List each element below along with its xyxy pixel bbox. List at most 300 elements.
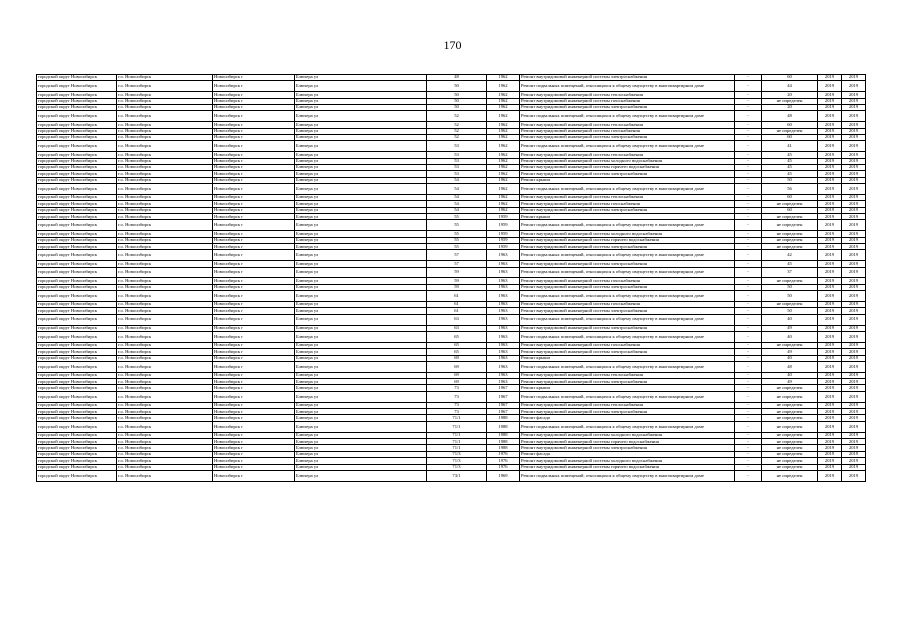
house-number-cell: 71/1 <box>427 415 487 421</box>
dash-cell: - <box>735 372 762 378</box>
house-number-cell: 50 <box>427 81 487 92</box>
work-type-cell: Ремонт внутридомовой инженерной системы электроснабжения <box>520 104 735 110</box>
house-number-cell: 69 <box>427 361 487 372</box>
work-type-cell: Ремонт внутридомовой инженерной системы газоснабжения <box>520 278 735 284</box>
build-year-cell: 1963 <box>487 379 520 385</box>
house-number-cell: 54 <box>427 201 487 207</box>
start-year-cell: 2019 <box>818 184 842 195</box>
work-type-cell: Ремонт внутридомовой инженерной системы газоснабжения <box>520 301 735 307</box>
build-year-cell: 1963 <box>487 284 520 290</box>
street-cell: Блюхера ул <box>295 451 427 457</box>
city-cell: Новосибирск г <box>213 111 295 122</box>
start-year-cell: 2019 <box>818 237 842 243</box>
work-type-cell: Ремонт внутридомовой инженерной системы горячего водоснабжения <box>520 439 735 445</box>
end-year-cell: 2019 <box>842 278 866 284</box>
build-year-cell: 1959 <box>487 244 520 250</box>
district-cell: городской округ Новосибирск <box>37 391 117 402</box>
build-year-cell: 1962 <box>487 177 520 183</box>
locality-cell: г.о. Новосибирск <box>117 81 213 92</box>
start-year-cell: 2019 <box>818 355 842 361</box>
district-cell: городской округ Новосибирск <box>37 291 117 302</box>
work-type-cell: Ремонт внутридомовой инженерной системы горячего водоснабжения <box>520 464 735 470</box>
street-cell: Блюхера ул <box>295 81 427 92</box>
dash-cell: - <box>735 92 762 98</box>
start-year-cell: 2019 <box>818 439 842 445</box>
city-cell: Новосибирск г <box>213 207 295 213</box>
house-number-cell: 63 <box>427 314 487 325</box>
district-cell: городской округ Новосибирск <box>37 284 117 290</box>
value-cell: 60 <box>762 122 818 128</box>
end-year-cell: 2019 <box>842 92 866 98</box>
city-cell: Новосибирск г <box>213 301 295 307</box>
locality-cell: г.о. Новосибирск <box>117 391 213 402</box>
end-year-cell: 2019 <box>842 75 866 81</box>
city-cell: Новосибирск г <box>213 432 295 438</box>
district-cell: городской округ Новосибирск <box>37 402 117 408</box>
start-year-cell: 2019 <box>818 244 842 250</box>
value-cell: 60 <box>762 207 818 213</box>
house-number-cell: 71/3 <box>427 451 487 457</box>
locality-cell: г.о. Новосибирск <box>117 134 213 140</box>
value-cell: 45 <box>762 171 818 177</box>
work-type-cell: Ремонт подвальных помещений, относящихся к общему имуществу в многоквартирном доме <box>520 267 735 278</box>
dash-cell: - <box>735 98 762 104</box>
end-year-cell: 2019 <box>842 349 866 355</box>
start-year-cell: 2019 <box>818 92 842 98</box>
city-cell: Новосибирск г <box>213 104 295 110</box>
dash-cell: - <box>735 385 762 391</box>
value-cell: не определен <box>762 128 818 134</box>
house-number-cell: 50 <box>427 92 487 98</box>
district-cell: городской округ Новосибирск <box>37 177 117 183</box>
locality-cell: г.о. Новосибирск <box>117 122 213 128</box>
house-number-cell: 52 <box>427 111 487 122</box>
locality-cell: г.о. Новосибирск <box>117 301 213 307</box>
start-year-cell: 2019 <box>818 291 842 302</box>
start-year-cell: 2019 <box>818 201 842 207</box>
city-cell: Новосибирск г <box>213 244 295 250</box>
street-cell: Блюхера ул <box>295 201 427 207</box>
street-cell: Блюхера ул <box>295 152 427 158</box>
build-year-cell: 1963 <box>487 278 520 284</box>
house-number-cell: 54 <box>427 194 487 200</box>
house-number-cell: 61 <box>427 308 487 314</box>
city-cell: Новосибирск г <box>213 171 295 177</box>
table-row <box>37 81 866 92</box>
build-year-cell: 1969 <box>487 470 520 481</box>
locality-cell: г.о. Новосибирск <box>117 141 213 152</box>
city-cell: Новосибирск г <box>213 164 295 170</box>
work-type-cell: Ремонт внутридомовой инженерной системы теплоснабжения <box>520 372 735 378</box>
table-row <box>37 291 866 302</box>
value-cell: не определен <box>762 214 818 220</box>
build-year-cell: 1988 <box>487 439 520 445</box>
house-number-cell: 73/1 <box>427 470 487 481</box>
work-type-cell: Ремонт подвальных помещений, относящихся к общему имуществу в многоквартирном доме <box>520 421 735 432</box>
dash-cell: - <box>735 451 762 457</box>
district-cell: городской округ Новосибирск <box>37 267 117 278</box>
dash-cell: - <box>735 415 762 421</box>
build-year-cell: 1963 <box>487 355 520 361</box>
district-cell: городской округ Новосибирск <box>37 421 117 432</box>
work-type-cell: Ремонт внутридомовой инженерной системы электроснабжения <box>520 308 735 314</box>
locality-cell: г.о. Новосибирск <box>117 75 213 81</box>
dash-cell: - <box>735 342 762 348</box>
house-number-cell: 55 <box>427 244 487 250</box>
end-year-cell: 2019 <box>842 152 866 158</box>
value-cell: 45 <box>762 261 818 267</box>
house-number-cell: 61 <box>427 301 487 307</box>
start-year-cell: 2019 <box>818 171 842 177</box>
dash-cell: - <box>735 250 762 261</box>
street-cell: Блюхера ул <box>295 207 427 213</box>
district-cell: городской округ Новосибирск <box>37 451 117 457</box>
house-number-cell: 53 <box>427 141 487 152</box>
dash-cell: - <box>735 134 762 140</box>
street-cell: Блюхера ул <box>295 111 427 122</box>
district-cell: городской округ Новосибирск <box>37 164 117 170</box>
street-cell: Блюхера ул <box>295 372 427 378</box>
start-year-cell: 2019 <box>818 470 842 481</box>
end-year-cell: 2019 <box>842 141 866 152</box>
table-row <box>37 250 866 261</box>
city-cell: Новосибирск г <box>213 98 295 104</box>
dash-cell: - <box>735 402 762 408</box>
value-cell: 44 <box>762 81 818 92</box>
street-cell: Блюхера ул <box>295 308 427 314</box>
street-cell: Блюхера ул <box>295 385 427 391</box>
start-year-cell: 2019 <box>818 372 842 378</box>
repair-schedule-table <box>36 74 866 482</box>
build-year-cell: 1962 <box>487 92 520 98</box>
start-year-cell: 2019 <box>818 301 842 307</box>
value-cell: 50 <box>762 291 818 302</box>
start-year-cell: 2019 <box>818 284 842 290</box>
end-year-cell: 2019 <box>842 451 866 457</box>
build-year-cell: 1963 <box>487 349 520 355</box>
street-cell: Блюхера ул <box>295 194 427 200</box>
build-year-cell: 1962 <box>487 104 520 110</box>
district-cell: городской округ Новосибирск <box>37 379 117 385</box>
city-cell: Новосибирск г <box>213 261 295 267</box>
locality-cell: г.о. Новосибирск <box>117 104 213 110</box>
district-cell: городской округ Новосибирск <box>37 194 117 200</box>
value-cell: не определен <box>762 432 818 438</box>
value-cell: 40 <box>762 331 818 342</box>
end-year-cell: 2019 <box>842 402 866 408</box>
dash-cell: - <box>735 291 762 302</box>
work-type-cell: Ремонт внутридомовой инженерной системы электроснабжения <box>520 409 735 415</box>
start-year-cell: 2019 <box>818 349 842 355</box>
start-year-cell: 2019 <box>818 432 842 438</box>
build-year-cell: 1963 <box>487 331 520 342</box>
work-type-cell: Ремонт подвальных помещений, относящихся к общему имуществу в многоквартирном доме <box>520 141 735 152</box>
end-year-cell: 2019 <box>842 331 866 342</box>
street-cell: Блюхера ул <box>295 415 427 421</box>
house-number-cell: 65 <box>427 349 487 355</box>
work-type-cell: Ремонт внутридомовой инженерной системы газоснабжения <box>520 201 735 207</box>
end-year-cell: 2019 <box>842 458 866 464</box>
locality-cell: г.о. Новосибирск <box>117 231 213 237</box>
city-cell: Новосибирск г <box>213 349 295 355</box>
build-year-cell: 1988 <box>487 421 520 432</box>
city-cell: Новосибирск г <box>213 464 295 470</box>
house-number-cell: 73 <box>427 391 487 402</box>
house-number-cell: 71/3 <box>427 458 487 464</box>
dash-cell: - <box>735 184 762 195</box>
build-year-cell: 1962 <box>487 152 520 158</box>
street-cell: Блюхера ул <box>295 355 427 361</box>
value-cell: 49 <box>762 379 818 385</box>
start-year-cell: 2019 <box>818 75 842 81</box>
district-cell: городской округ Новосибирск <box>37 325 117 331</box>
locality-cell: г.о. Новосибирск <box>117 128 213 134</box>
dash-cell: - <box>735 361 762 372</box>
city-cell: Новосибирск г <box>213 331 295 342</box>
street-cell: Блюхера ул <box>295 402 427 408</box>
dash-cell: - <box>735 201 762 207</box>
locality-cell: г.о. Новосибирск <box>117 439 213 445</box>
build-year-cell: 1963 <box>487 325 520 331</box>
end-year-cell: 2019 <box>842 231 866 237</box>
locality-cell: г.о. Новосибирск <box>117 164 213 170</box>
locality-cell: г.о. Новосибирск <box>117 458 213 464</box>
work-type-cell: Ремонт внутридомовой инженерной системы электроснабжения <box>520 244 735 250</box>
city-cell: Новосибирск г <box>213 284 295 290</box>
work-type-cell: Ремонт крыши <box>520 214 735 220</box>
district-cell: городской округ Новосибирск <box>37 261 117 267</box>
value-cell: не определен <box>762 244 818 250</box>
locality-cell: г.о. Новосибирск <box>117 152 213 158</box>
end-year-cell: 2019 <box>842 122 866 128</box>
district-cell: городской округ Новосибирск <box>37 244 117 250</box>
build-year-cell: 1963 <box>487 267 520 278</box>
end-year-cell: 2019 <box>842 445 866 451</box>
dash-cell: - <box>735 439 762 445</box>
value-cell: не определен <box>762 342 818 348</box>
build-year-cell: 1988 <box>487 445 520 451</box>
locality-cell: г.о. Новосибирск <box>117 171 213 177</box>
end-year-cell: 2019 <box>842 415 866 421</box>
city-cell: Новосибирск г <box>213 177 295 183</box>
district-cell: городской округ Новосибирск <box>37 445 117 451</box>
start-year-cell: 2019 <box>818 409 842 415</box>
start-year-cell: 2019 <box>818 220 842 231</box>
table-row <box>37 141 866 152</box>
dash-cell: - <box>735 314 762 325</box>
value-cell: 45 <box>762 152 818 158</box>
end-year-cell: 2019 <box>842 325 866 331</box>
district-cell: городской округ Новосибирск <box>37 372 117 378</box>
work-type-cell: Ремонт внутридомовой инженерной системы холодного водоснабжения <box>520 231 735 237</box>
locality-cell: г.о. Новосибирск <box>117 177 213 183</box>
house-number-cell: 71/1 <box>427 421 487 432</box>
district-cell: городской округ Новосибирск <box>37 250 117 261</box>
locality-cell: г.о. Новосибирск <box>117 331 213 342</box>
value-cell: 40 <box>762 372 818 378</box>
end-year-cell: 2019 <box>842 379 866 385</box>
district-cell: городской округ Новосибирск <box>37 128 117 134</box>
build-year-cell: 1962 <box>487 122 520 128</box>
street-cell: Блюхера ул <box>295 244 427 250</box>
table-row <box>37 111 866 122</box>
street-cell: Блюхера ул <box>295 214 427 220</box>
street-cell: Блюхера ул <box>295 122 427 128</box>
house-number-cell: 59 <box>427 267 487 278</box>
city-cell: Новосибирск г <box>213 134 295 140</box>
dash-cell: - <box>735 244 762 250</box>
house-number-cell: 73 <box>427 385 487 391</box>
locality-cell: г.о. Новосибирск <box>117 220 213 231</box>
street-cell: Блюхера ул <box>295 421 427 432</box>
start-year-cell: 2019 <box>818 104 842 110</box>
start-year-cell: 2019 <box>818 391 842 402</box>
locality-cell: г.о. Новосибирск <box>117 111 213 122</box>
build-year-cell: 1962 <box>487 201 520 207</box>
district-cell: городской округ Новосибирск <box>37 75 117 81</box>
district-cell: городской округ Новосибирск <box>37 385 117 391</box>
dash-cell: - <box>735 278 762 284</box>
street-cell: Блюхера ул <box>295 361 427 372</box>
dash-cell: - <box>735 325 762 331</box>
city-cell: Новосибирск г <box>213 184 295 195</box>
city-cell: Новосибирск г <box>213 391 295 402</box>
end-year-cell: 2019 <box>842 201 866 207</box>
table-row <box>37 220 866 231</box>
value-cell: не определен <box>762 402 818 408</box>
build-year-cell: 1962 <box>487 194 520 200</box>
value-cell: не определен <box>762 451 818 457</box>
value-cell: 40 <box>762 314 818 325</box>
value-cell: не определен <box>762 385 818 391</box>
work-type-cell: Ремонт подвальных помещений, относящихся к общему имуществу в многоквартирном доме <box>520 220 735 231</box>
work-type-cell: Ремонт внутридомовой инженерной системы теплоснабжения <box>520 152 735 158</box>
street-cell: Блюхера ул <box>295 464 427 470</box>
end-year-cell: 2019 <box>842 207 866 213</box>
house-number-cell: 54 <box>427 177 487 183</box>
value-cell: не определен <box>762 301 818 307</box>
start-year-cell: 2019 <box>818 81 842 92</box>
work-type-cell: Ремонт внутридомовой инженерной системы электроснабжения <box>520 171 735 177</box>
house-number-cell: 73 <box>427 402 487 408</box>
district-cell: городской округ Новосибирск <box>37 308 117 314</box>
end-year-cell: 2019 <box>842 432 866 438</box>
city-cell: Новосибирск г <box>213 409 295 415</box>
work-type-cell: Ремонт внутридомовой инженерной системы горячего водоснабжения <box>520 164 735 170</box>
build-year-cell: 1959 <box>487 237 520 243</box>
city-cell: Новосибирск г <box>213 355 295 361</box>
dash-cell: - <box>735 391 762 402</box>
work-type-cell: Ремонт подвальных помещений, относящихся к общему имуществу в многоквартирном доме <box>520 361 735 372</box>
end-year-cell: 2019 <box>842 111 866 122</box>
city-cell: Новосибирск г <box>213 458 295 464</box>
dash-cell: - <box>735 355 762 361</box>
district-cell: городской округ Новосибирск <box>37 184 117 195</box>
start-year-cell: 2019 <box>818 152 842 158</box>
value-cell: 20 <box>762 104 818 110</box>
start-year-cell: 2019 <box>818 194 842 200</box>
table-row <box>37 331 866 342</box>
house-number-cell: 52 <box>427 134 487 140</box>
district-cell: городской округ Новосибирск <box>37 231 117 237</box>
locality-cell: г.о. Новосибирск <box>117 379 213 385</box>
table-row <box>37 421 866 432</box>
street-cell: Блюхера ул <box>295 92 427 98</box>
district-cell: городской округ Новосибирск <box>37 207 117 213</box>
end-year-cell: 2019 <box>842 128 866 134</box>
build-year-cell: 1967 <box>487 385 520 391</box>
house-number-cell: 65 <box>427 331 487 342</box>
work-type-cell: Ремонт внутридомовой инженерной системы теплоснабжения <box>520 122 735 128</box>
street-cell: Блюхера ул <box>295 98 427 104</box>
city-cell: Новосибирск г <box>213 220 295 231</box>
dash-cell: - <box>735 470 762 481</box>
end-year-cell: 2019 <box>842 98 866 104</box>
city-cell: Новосибирск г <box>213 291 295 302</box>
house-number-cell: 48 <box>427 75 487 81</box>
locality-cell: г.о. Новосибирск <box>117 432 213 438</box>
house-number-cell: 71/1 <box>427 432 487 438</box>
street-cell: Блюхера ул <box>295 458 427 464</box>
end-year-cell: 2019 <box>842 361 866 372</box>
table-row <box>37 470 866 481</box>
value-cell: не определен <box>762 470 818 481</box>
work-type-cell: Ремонт подвальных помещений, относящихся к общему имуществу в многоквартирном доме <box>520 470 735 481</box>
dash-cell: - <box>735 349 762 355</box>
street-cell: Блюхера ул <box>295 470 427 481</box>
end-year-cell: 2019 <box>842 220 866 231</box>
district-cell: городской округ Новосибирск <box>37 278 117 284</box>
street-cell: Блюхера ул <box>295 291 427 302</box>
district-cell: городской округ Новосибирск <box>37 237 117 243</box>
build-year-cell: 1963 <box>487 291 520 302</box>
value-cell: 60 <box>762 75 818 81</box>
build-year-cell: 1967 <box>487 391 520 402</box>
city-cell: Новосибирск г <box>213 194 295 200</box>
locality-cell: г.о. Новосибирск <box>117 464 213 470</box>
locality-cell: г.о. Новосибирск <box>117 284 213 290</box>
dash-cell: - <box>735 171 762 177</box>
build-year-cell: 1962 <box>487 171 520 177</box>
end-year-cell: 2019 <box>842 464 866 470</box>
house-number-cell: 69 <box>427 379 487 385</box>
build-year-cell: 1962 <box>487 184 520 195</box>
dash-cell: - <box>735 214 762 220</box>
value-cell: 49 <box>762 349 818 355</box>
work-type-cell: Ремонт крыши <box>520 355 735 361</box>
end-year-cell: 2019 <box>842 134 866 140</box>
street-cell: Блюхера ул <box>295 379 427 385</box>
locality-cell: г.о. Новосибирск <box>117 261 213 267</box>
end-year-cell: 2019 <box>842 104 866 110</box>
work-type-cell: Ремонт подвальных помещений, относящихся к общему имуществу в многоквартирном доме <box>520 184 735 195</box>
street-cell: Блюхера ул <box>295 325 427 331</box>
house-number-cell: 53 <box>427 152 487 158</box>
dash-cell: - <box>735 122 762 128</box>
district-cell: городской округ Новосибирск <box>37 464 117 470</box>
work-type-cell: Ремонт подвальных помещений, относящихся к общему имуществу в многоквартирном доме <box>520 331 735 342</box>
street-cell: Блюхера ул <box>295 432 427 438</box>
end-year-cell: 2019 <box>842 237 866 243</box>
start-year-cell: 2019 <box>818 451 842 457</box>
district-cell: городской округ Новосибирск <box>37 201 117 207</box>
start-year-cell: 2019 <box>818 379 842 385</box>
street-cell: Блюхера ул <box>295 391 427 402</box>
build-year-cell: 1962 <box>487 111 520 122</box>
street-cell: Блюхера ул <box>295 75 427 81</box>
start-year-cell: 2019 <box>818 421 842 432</box>
work-type-cell: Ремонт внутридомовой инженерной системы электроснабжения <box>520 284 735 290</box>
